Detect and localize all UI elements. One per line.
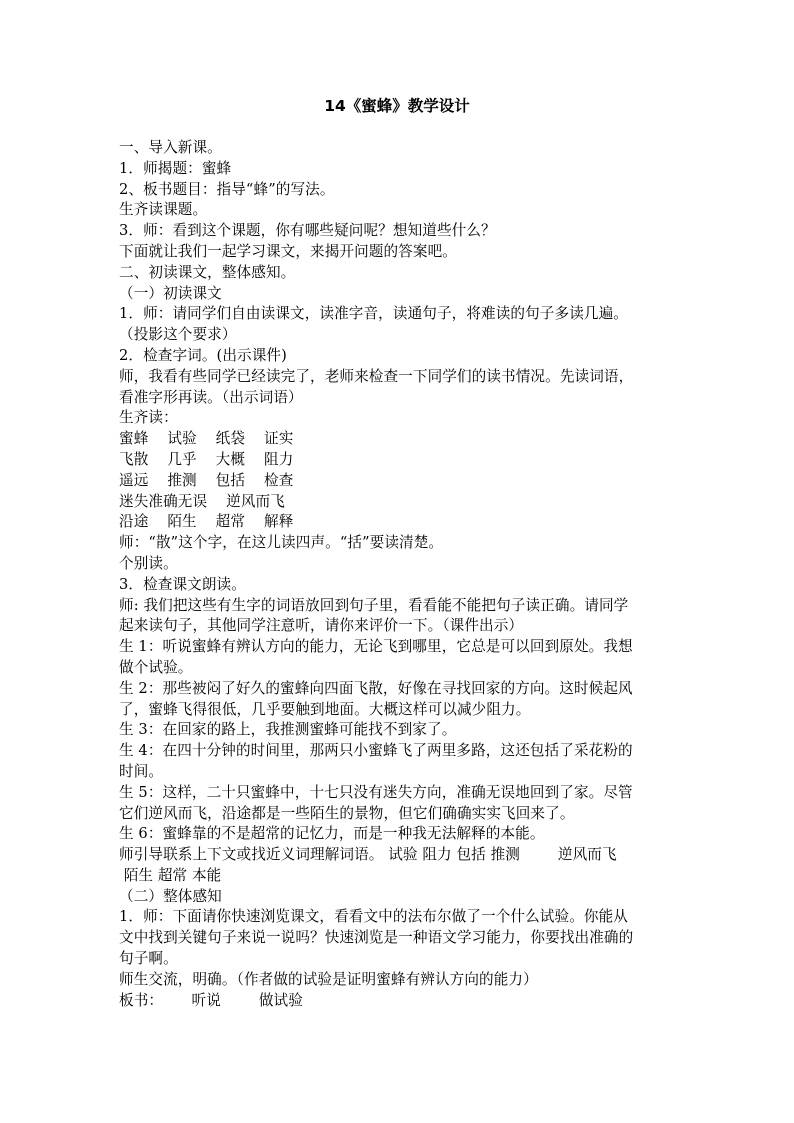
paragraph-line: 个别读。 — [119, 554, 178, 572]
paragraph-line: 师生交流，明确。（作者做的试验是证明蜜蜂有辨认方向的能力） — [119, 970, 538, 988]
paragraph-line: 生齐读： — [119, 409, 178, 427]
subsection-heading: （一）初读课文 — [119, 284, 222, 302]
paragraph-line: 2、板书题目：指导“蜂”的写法。 — [119, 180, 335, 198]
paragraph-line: 师，我看有些同学已经读完了，老师来检查一下同学们的读书情况。先读词语， — [119, 367, 634, 385]
vocabulary-row: 迷失准确无误 逆风而飞 — [119, 492, 285, 510]
paragraph-line: 生 5：这样，二十只蜜蜂中，十七只没有迷失方向，准确无误地回到了家。尽管 — [119, 783, 633, 801]
paragraph-line: 文中找到关键句子来说一说吗？快速浏览是一种语文学习能力，你要找出准确的 — [119, 929, 634, 947]
paragraph-line: 生 6：蜜蜂靠的不是超常的记忆力，而是一种我无法解释的本能。 — [119, 825, 545, 843]
paragraph-line: 师: 我们把这些有生字的词语放回到句子里，看看能不能把句子读正确。请同学 — [119, 596, 629, 614]
paragraph-line: 句子啊。 — [119, 950, 178, 968]
paragraph-line: 1．师：下面请你快速浏览课文，看看文中的法布尔做了一个什么试验。你能从 — [119, 908, 628, 926]
paragraph-line: 生 3：在回家的路上，我推测蜜蜂可能找不到家了。 — [119, 721, 457, 739]
vocabulary-row: 飞散 几乎 大概 阻力 — [119, 450, 294, 468]
paragraph-line: 时间。 — [119, 762, 164, 780]
paragraph-line: 起来读句子，其他同学注意听，请你来评价一下。（课件出示） — [119, 617, 524, 635]
vocabulary-row: 蜜蜂 试验 纸袋 证实 — [119, 430, 294, 448]
paragraph-line: 一、导入新课。 — [119, 139, 222, 156]
subsection-heading: （二）整体感知 — [119, 887, 222, 905]
paragraph-line: 看准字形再读。（出示词语） — [119, 388, 303, 406]
paragraph-line: 2．检查字词。(出示课件) — [119, 346, 287, 364]
paragraph-line: 师引导联系上下文或找近义词理解词语。 试验 阻力 包括 推测 逆风而飞 — [119, 846, 617, 864]
paragraph-line: 生齐读课题。 — [119, 201, 208, 219]
paragraph-line: 3．检查课文朗读。 — [119, 575, 246, 593]
section-heading: 二、初读课文，整体感知。 — [119, 263, 296, 281]
paragraph-line: 生 4：在四十分钟的时间里，那两只小蜜蜂飞了两里多路，这还包括了采花粉的 — [119, 742, 633, 760]
paragraph-line: 3．师：看到这个课题，你有哪些疑问呢？想知道些什么？ — [119, 222, 496, 240]
vocabulary-row: 遥远 推测 包括 检查 — [119, 471, 294, 489]
document-body — [119, 138, 679, 1011]
paragraph-line: 做个试验。 — [119, 658, 193, 676]
paragraph-line: 下面就让我们一起学习课文，来揭开问题的答案吧。 — [119, 242, 457, 260]
vocabulary-row: 沿途 陌生 超常 解释 — [119, 513, 294, 531]
paragraph-line: 了，蜜蜂飞得很低，几乎要触到地面。大概这样可以减少阻力。 — [119, 700, 531, 718]
paragraph-line: 1．师揭题：蜜蜂 — [119, 159, 232, 177]
paragraph-line: 师：“散”这个字，在这儿读四声。“括”要读清楚。 — [119, 534, 444, 552]
paragraph-line: 生 2：那些被闷了好久的蜜蜂向四面飞散，好像在寻找回家的方向。这时候起风 — [119, 679, 633, 697]
paragraph-line: 生 1：听说蜜蜂有辨认方向的能力，无论飞到哪里，它总是可以回到原处。我想 — [119, 638, 633, 656]
blackboard-notes: 板书： 听说 做试验 — [119, 991, 303, 1009]
paragraph-line: 1．师：请同学们自由读课文，读准字音，读通句子，将难读的句子多读几遍。 — [119, 305, 628, 323]
paragraph-line: （投影这个要求） — [119, 326, 237, 344]
paragraph-line: 陌生 超常 本能 — [119, 866, 222, 884]
paragraph-line: 它们逆风而飞，沿途都是一些陌生的景物，但它们确确实实飞回来了。 — [119, 804, 575, 822]
document-title: 14《蜜蜂》教学设计 — [324, 97, 470, 115]
